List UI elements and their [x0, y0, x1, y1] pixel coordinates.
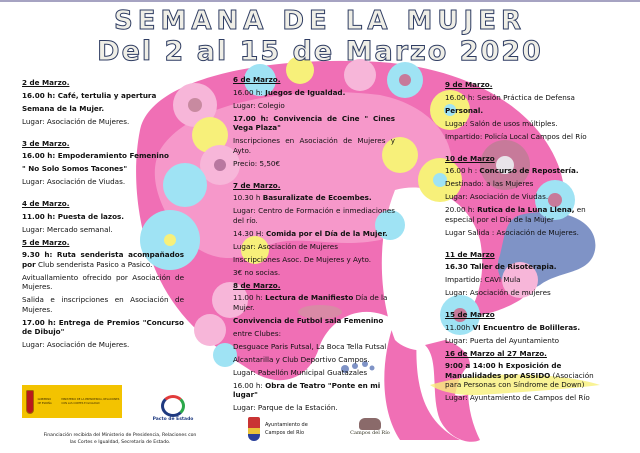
event-detail: Destinado: a las Mujeres [445, 179, 534, 188]
day-heading: 7 de Marzo. [233, 180, 281, 190]
event-title: Convivencia de Futbol sala Femenino [233, 315, 384, 325]
day-heading: 16 de Marzo al 27 Marzo. [445, 348, 547, 358]
event-time: 17.00 h: [22, 317, 56, 327]
event-detail: Impartido: CAVI Mula [445, 275, 521, 284]
event-time: 20.00 h: [445, 205, 475, 214]
ayuntamiento-line1: Ayuntamiento de [265, 422, 308, 428]
event-detail: en especial por el Día de la Mujer [445, 205, 586, 224]
coat-of-arms-icon [26, 390, 34, 414]
event-location: Lugar: Centro de Formación e inmediaciones del río. [233, 206, 395, 225]
event-location: Lugar: Asociación de Mujeres. [22, 340, 130, 349]
event-location: Lugar: Asociación de Mujeres. [22, 116, 130, 126]
municipal-shield-icon [248, 417, 260, 441]
day-block-10-marzo [445, 154, 605, 238]
event-title: Convivencia de Cine " Cines Vega Plaza" [233, 113, 395, 132]
day-heading: 10 de Marzo [445, 153, 495, 163]
day-block-6-marzo [233, 75, 395, 168]
day-heading: 6 de Marzo. [233, 75, 281, 84]
ministry-logo-text: MINISTERIO DE LA PRESIDENCIA, RELACIONES CON LAS CORTES E IGUALDAD [61, 398, 120, 405]
event-location: Lugar: Salón de usos múltiples. [445, 118, 558, 128]
schedule-column-1 [22, 78, 184, 353]
day-heading: 3 de Marzo. [22, 138, 70, 148]
event-title: Comida por el Día de la Mujer. [265, 228, 388, 238]
day-block-3-marzo [22, 139, 184, 187]
poster-title: SEMANA DE LA MUJER [114, 6, 526, 36]
day-block-5-marzo [22, 238, 184, 350]
day-block-8-marzo [233, 281, 395, 413]
event-location: Lugar: Parque de la Estación. [233, 403, 338, 412]
event-title: Basuralizate de Ecoembes. [262, 193, 372, 202]
event-title: 16.30 Taller de Risoterapia. [445, 262, 557, 271]
smile-ring-icon [161, 395, 185, 417]
funding-note: Financiación recibida del Ministerio de Presidencia, Relaciones con las Cortes e Igualdad, Secretaría de Estado. [43, 433, 197, 445]
day-block-16-27-marzo [445, 349, 605, 403]
day-block-9-marzo [445, 80, 605, 141]
event-line: " No Solo Somos Tacones" [22, 164, 128, 173]
event-location: Lugar: Asociación de Mujeres [233, 241, 338, 251]
day-heading: 15 de Marzo [445, 310, 495, 319]
landscape-icon [359, 418, 381, 430]
event-time: 9.30 h: [22, 250, 53, 259]
day-block-15-marzo [445, 310, 605, 345]
event-detail: Inscripciones en Asociación de Mujeres y Ayto. [233, 136, 395, 155]
event-location: Lugar: Asociación de Viudas. [22, 177, 126, 186]
ayuntamiento-logo [248, 417, 308, 441]
day-block-2-marzo [22, 78, 184, 126]
day-heading: 9 de Marzo. [445, 80, 493, 89]
event-location: Lugar: Asociación de mujeres [445, 288, 551, 297]
event-title: 9:00 a 14:00 h Exposición de Manualidades por ASSIDO [445, 361, 562, 380]
event-detail: Impartido: Policía Local Campos del Río [445, 131, 587, 141]
event-time: 16.00 h: [233, 380, 263, 390]
event-detail: Avituallamiento ofrecido por Asociación de Mujeres. [22, 272, 184, 291]
schedule-column-2 [233, 75, 395, 416]
day-block-7-marzo [233, 181, 395, 278]
event-title: Concurso de Repostería. [479, 166, 579, 175]
campos-del-rio-logo [345, 418, 395, 436]
event-detail: Club senderista Pasico a Pasico. [37, 259, 153, 269]
event-line: 11.00 h: Puesta de lazos. [22, 211, 125, 221]
event-location: Lugar Salida : Asociación de Mujeres. [445, 227, 579, 237]
event-detail: Inscripciones Asoc. De Mujeres y Ayto. [233, 254, 372, 264]
event-location: Lugar: Colegio [233, 100, 285, 110]
poster-subtitle: Del 2 al 15 de Marzo 2020 [97, 36, 543, 67]
event-time: 11.00 h: [233, 293, 263, 302]
event-line: 16.00 h: Café, tertulia y apertura [22, 90, 157, 100]
event-location: Lugar: Asociación de Viudas. [445, 192, 549, 201]
pacto-de-estado-logo [149, 395, 197, 422]
event-detail: (Asociación para Personas con Síndrome de Down) [445, 370, 594, 389]
day-heading: 8 de Marzo. [233, 280, 281, 290]
event-price: Precio: 5,50€ [233, 158, 281, 168]
event-location: Lugar: Ayuntamiento de Campos del Río [445, 393, 590, 402]
campos-logo-text: Campos del Río [350, 430, 390, 436]
event-location: Lugar: Mercado semanal. [22, 224, 113, 234]
day-heading: 2 de Marzo. [22, 78, 70, 87]
event-title: Personal. [445, 105, 484, 115]
day-heading: 5 de Marzo. [22, 237, 70, 247]
event-time: 17.00 h: [233, 113, 269, 123]
event-title: VI Encuentro de Bolilleras. [472, 322, 581, 332]
event-title: Sesión Práctica de Defensa [477, 92, 575, 102]
event-title: Rutica de la Luna Llena, [477, 205, 575, 214]
event-detail: Día de la Mujer. [233, 293, 388, 312]
event-detail: Salida e inscripciones en Asociación de Mujeres. [22, 295, 184, 314]
gobierno-espana-logo [22, 385, 122, 418]
event-detail: Alcantarilla y Club Deportivo Campos. [233, 354, 370, 364]
event-time: 16.00 h: [233, 87, 263, 97]
event-time: 10.30 h [233, 193, 261, 202]
event-detail: Desguace Paris Futsal, La Boca Tella Futsal [233, 341, 387, 351]
event-line: 16.00 h: Empoderamiento Femenino [22, 151, 169, 160]
schedule-column-3 [445, 80, 605, 406]
event-detail: entre Clubes: [233, 328, 282, 338]
day-block-4-marzo [22, 199, 184, 234]
event-title: Entrega de Premios "Concurso de Dibujo" [22, 317, 184, 336]
event-title: Lectura de Manifiesto [265, 293, 354, 302]
ayuntamiento-line2: Campos del Río [265, 430, 305, 436]
event-location: Lugar: Puerta del Ayuntamiento [445, 335, 560, 345]
day-block-11-marzo [445, 250, 605, 298]
event-title: Juegos de Igualdad. [265, 87, 346, 97]
event-time: 16.00 h: [445, 92, 475, 102]
pacto-logo-label: Pacto de Estado [152, 417, 194, 422]
event-line: Semana de la Mujer. [22, 103, 105, 113]
gov-logo-text: GOBIERNO DE ESPAÑA [37, 398, 52, 405]
day-heading: 4 de Marzo. [22, 199, 70, 208]
event-price: 3€ no socias. [233, 267, 281, 277]
event-time: 16.00 h : [445, 166, 478, 175]
event-title: Ruta senderista acompañados por [22, 250, 184, 269]
event-time: 11.00h [445, 322, 471, 332]
day-heading: 11 de Marzo [445, 249, 495, 259]
event-time: 14.30 H: [233, 228, 264, 238]
event-location: Lugar: Pabellón Municipal Guatazales [233, 367, 368, 377]
event-title: Obra de Teatro "Ponte en mi lugar" [233, 380, 381, 399]
